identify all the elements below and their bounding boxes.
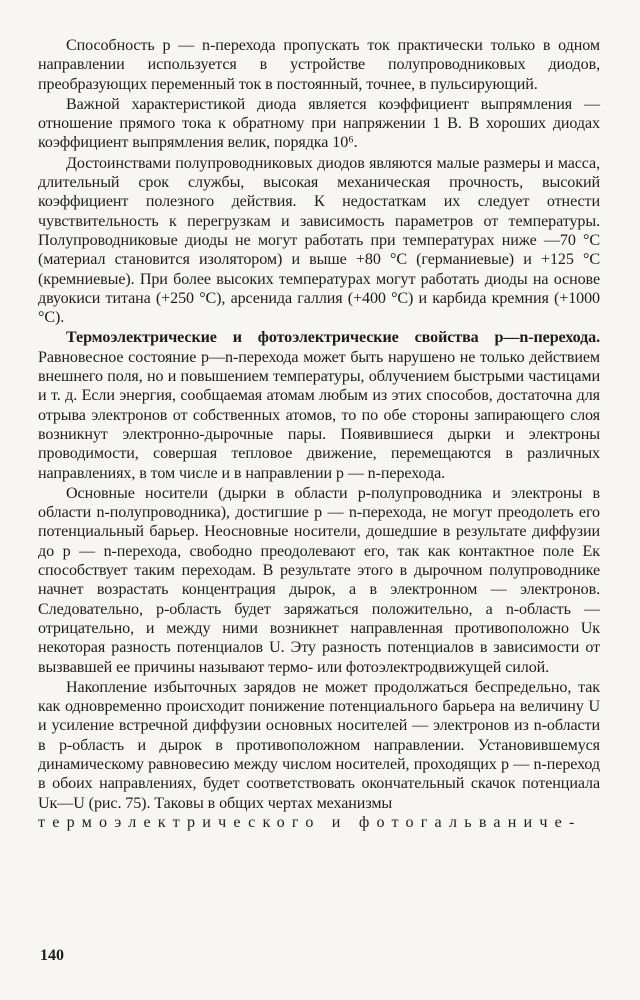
section-heading: Термоэлектрические и фотоэлектрические свойства p—n-перехода. xyxy=(66,329,600,347)
section-paragraph-text: Равновесное состояние p—n-перехода может быть нарушено не только действием внешнего поля, но и повышением температуры, облучением быстрыми частицами и т. д. Если энергия, сообщаемая атомам любым из этих способов, достаточна для отрыва электронов от собственных атомов, то по обе стороны запирающего слоя возникнут электронно-дырочные пары. Появившиеся дырки и электроны проводимости, совершая тепловое движение, перемещаются в различных направлениях, в том числе и в направлении p — n-перехода. xyxy=(38,348,600,482)
paragraph-diode-advantages: Достоинствами полупроводниковых диодов являются малые размеры и масса, длительный срок службы, высокая механическая прочность, высокий коэффициент полезного действия. К недостаткам их следует отнести чувствительность к перегрузкам и зависимость параметров от температуры. Полупроводниковые диоды не могут работать при температурах ниже —70 °C (материал становится изолятором) и выше +80 °C (германиевые) и +125 °C (кремниевые). При более высоких температурах могут работать диоды на основе двуокиси титана (+250 °C), арсенида галлия (+400 °C) и карбида кремния (+1000 °C). xyxy=(38,154,600,327)
paragraph-carriers: Основные носители (дырки в области p-полупроводника и электроны в области n-полупроводника), достигшие p — n-перехода, не могут преодолеть его потенциальный барьер. Неосновные носители, дошедшие в результате диффузии до p — n-перехода, свободно преодолевают его, так как контактное поле Eк способствует таким переходам. В результате этого в дырочном полупроводнике начнет возрастать концентрация дырок, а в электронном — электронов. Следовательно, p-область будет заряжаться положительно, а n-область — отрицательно, и между ними возникнет направленная противоположно Uк некоторая разность потенциалов U. Эту разность потенциалов в зависимости от вызвавшей ее причины называют термо- или фотоэлектродвижущей силой. xyxy=(38,484,600,676)
paragraph-rectification-coefficient: Важной характеристикой диода является коэффициент выпрямления — отношение прямого тока к обратному при напряжении 1 В. В хороших диодах коэффициент выпрямления велик, порядка 10⁶. xyxy=(38,95,600,152)
spaced-final-line: термоэлектрического и фотогальваниче- xyxy=(38,813,582,831)
page-number: 140 xyxy=(40,947,64,964)
paragraph-thermoelectric xyxy=(38,328,600,482)
paragraph-charge-accumulation: Накопление избыточных зарядов не может продолжаться беспредельно, так как одновременно происходит понижение потенциального барьера на величину U и усиление встречной диффузии основных носителей — электронов из n-области в p-область и дырок в противоположном направлении. Установившемуся динамическому равновесию между числом носителей, проходящих p — n-переход в обоих направлениях, будет соответствовать окончательный скачок потенциала Uк—U (рис. 75). Таковы в общих чертах механизмы xyxy=(38,678,600,812)
page-body xyxy=(38,36,600,832)
paragraph-diode-rectification: Способность p — n-перехода пропускать ток практически только в одном направлении используется в устройстве полупроводниковых диодов, преобразующих переменный ток в постоянный, точнее, в пульсирующий. xyxy=(38,37,600,93)
